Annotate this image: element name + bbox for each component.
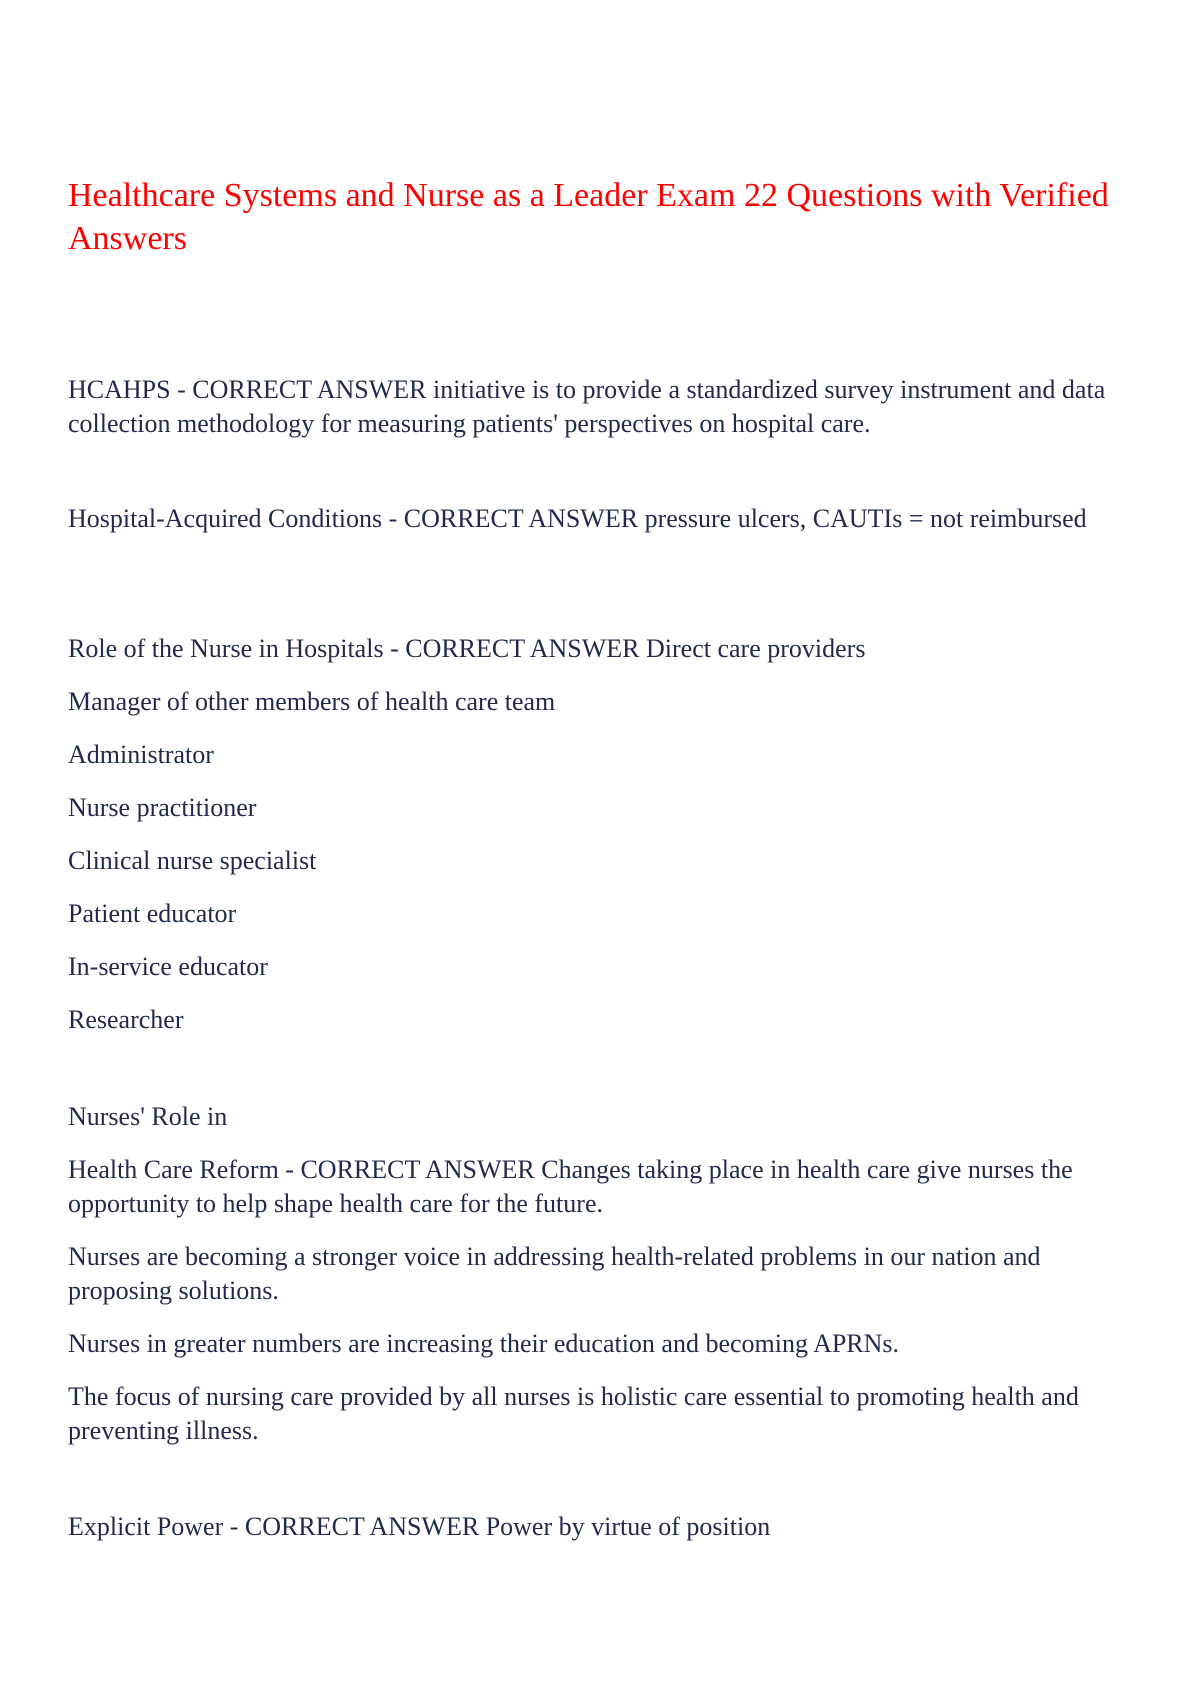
list-item: Researcher [68,1005,184,1034]
answer-hcahps: HCAHPS - CORRECT ANSWER initiative is to provide a standardized survey instrument and data collection methodology for measuring patients' perspectives on hospital care. [68,375,1106,438]
list-item: The focus of nursing care provided by all nurses is holistic care essential to promoting health and preventing illness. [68,1382,1079,1445]
list-item: Nurse practitioner [68,793,257,822]
document-title: Healthcare Systems and Nurse as a Leader Exam 22 Questions with Verified Answers [68,177,1109,257]
list-item: Clinical nurse specialist [68,846,317,875]
list-item: Patient educator [68,899,237,928]
answer-role-of-nurse: Role of the Nurse in Hospitals - CORRECT ANSWER Direct care providers [68,634,866,663]
answer-hospital-acquired-conditions: Hospital-Acquired Conditions - CORRECT ANSWER pressure ulcers, CAUTIs = not reimbursed [68,504,1087,533]
list-item: In-service educator [68,952,268,981]
list-item: Manager of other members of health care team [68,687,556,716]
list-item: Nurses are becoming a stronger voice in addressing health-related problems in our nation and proposing solutions. [68,1242,1041,1305]
answer-explicit-power: Explicit Power - CORRECT ANSWER Power by virtue of position [68,1512,771,1541]
question-nurses-role: Nurses' Role in [68,1102,228,1131]
answer-health-care-reform: Health Care Reform - CORRECT ANSWER Changes taking place in health care give nurses the opportunity to help shape health care for the future. [68,1155,1073,1218]
list-item: Administrator [68,740,214,769]
list-item: Nurses in greater numbers are increasing their education and becoming APRNs. [68,1329,900,1358]
